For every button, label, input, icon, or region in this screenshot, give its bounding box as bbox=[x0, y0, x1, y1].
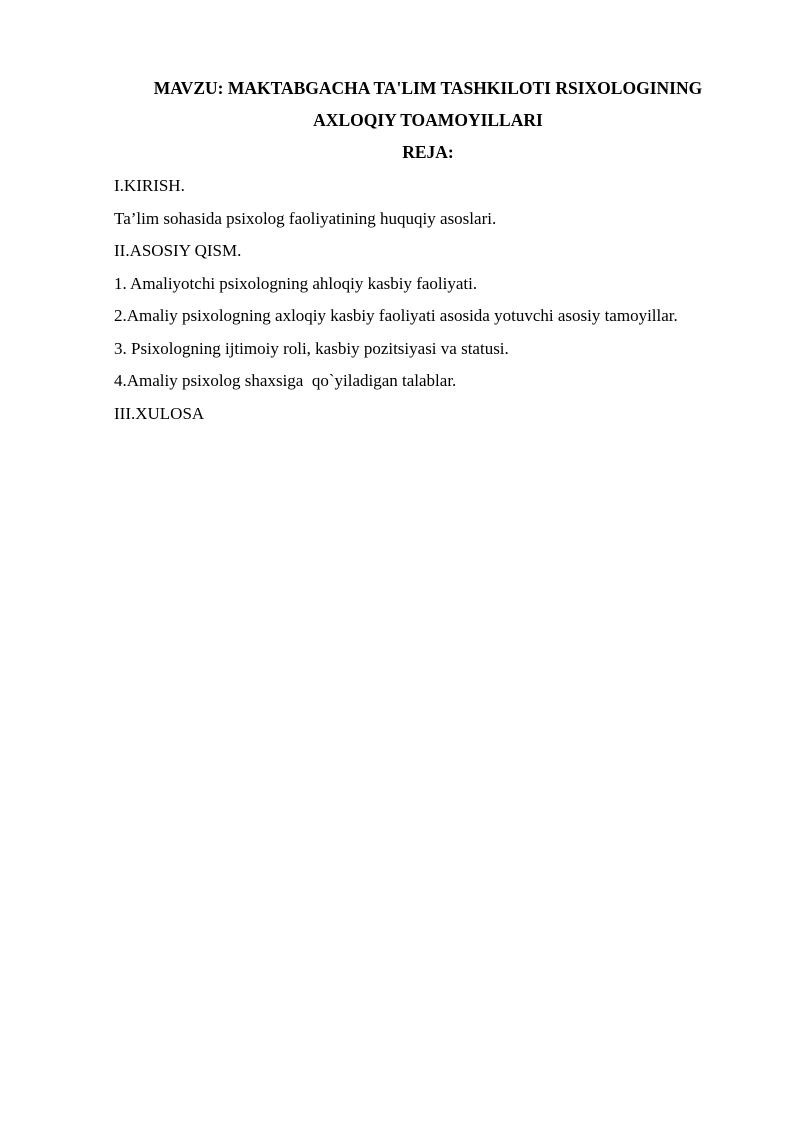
plan-item-3: 3. Psixologning ijtimoiy roli, kasbiy pozitsiyasi va statusi. bbox=[114, 338, 509, 358]
plan-item-1: 1. Amaliyotchi psixologning ahloqiy kasbiy faoliyati. bbox=[114, 273, 478, 293]
plan-item-main-part: II.ASOSIY QISM. bbox=[114, 241, 242, 260]
document-title-line-2: AXLOQIY TOAMOYILLARI bbox=[313, 110, 543, 130]
plan-item-4: 4.Amaliy psixolog shaxsiga qo`yiladigan talablar. bbox=[114, 371, 457, 390]
document-title-line-1: MAVZU: MAKTABGACHA TA'LIM TASHKILOTI RSIXOLOGINING bbox=[153, 78, 703, 98]
plan-item-conclusion: III.XULOSA bbox=[114, 403, 205, 423]
title-block bbox=[112, 72, 744, 168]
plan-item-intro-topic: Ta’lim sohasida psixolog faoliyatining huquqiy asoslari. bbox=[114, 208, 497, 228]
plan-item-2: 2.Amaliy psixologning axloqiy kasbiy faoliyati asosida yotuvchi asosiy tamoyillar. bbox=[114, 306, 678, 325]
plan-item-intro: I.KIRISH. bbox=[114, 176, 185, 195]
plan-list bbox=[114, 170, 754, 430]
plan-heading: REJA: bbox=[402, 142, 454, 162]
